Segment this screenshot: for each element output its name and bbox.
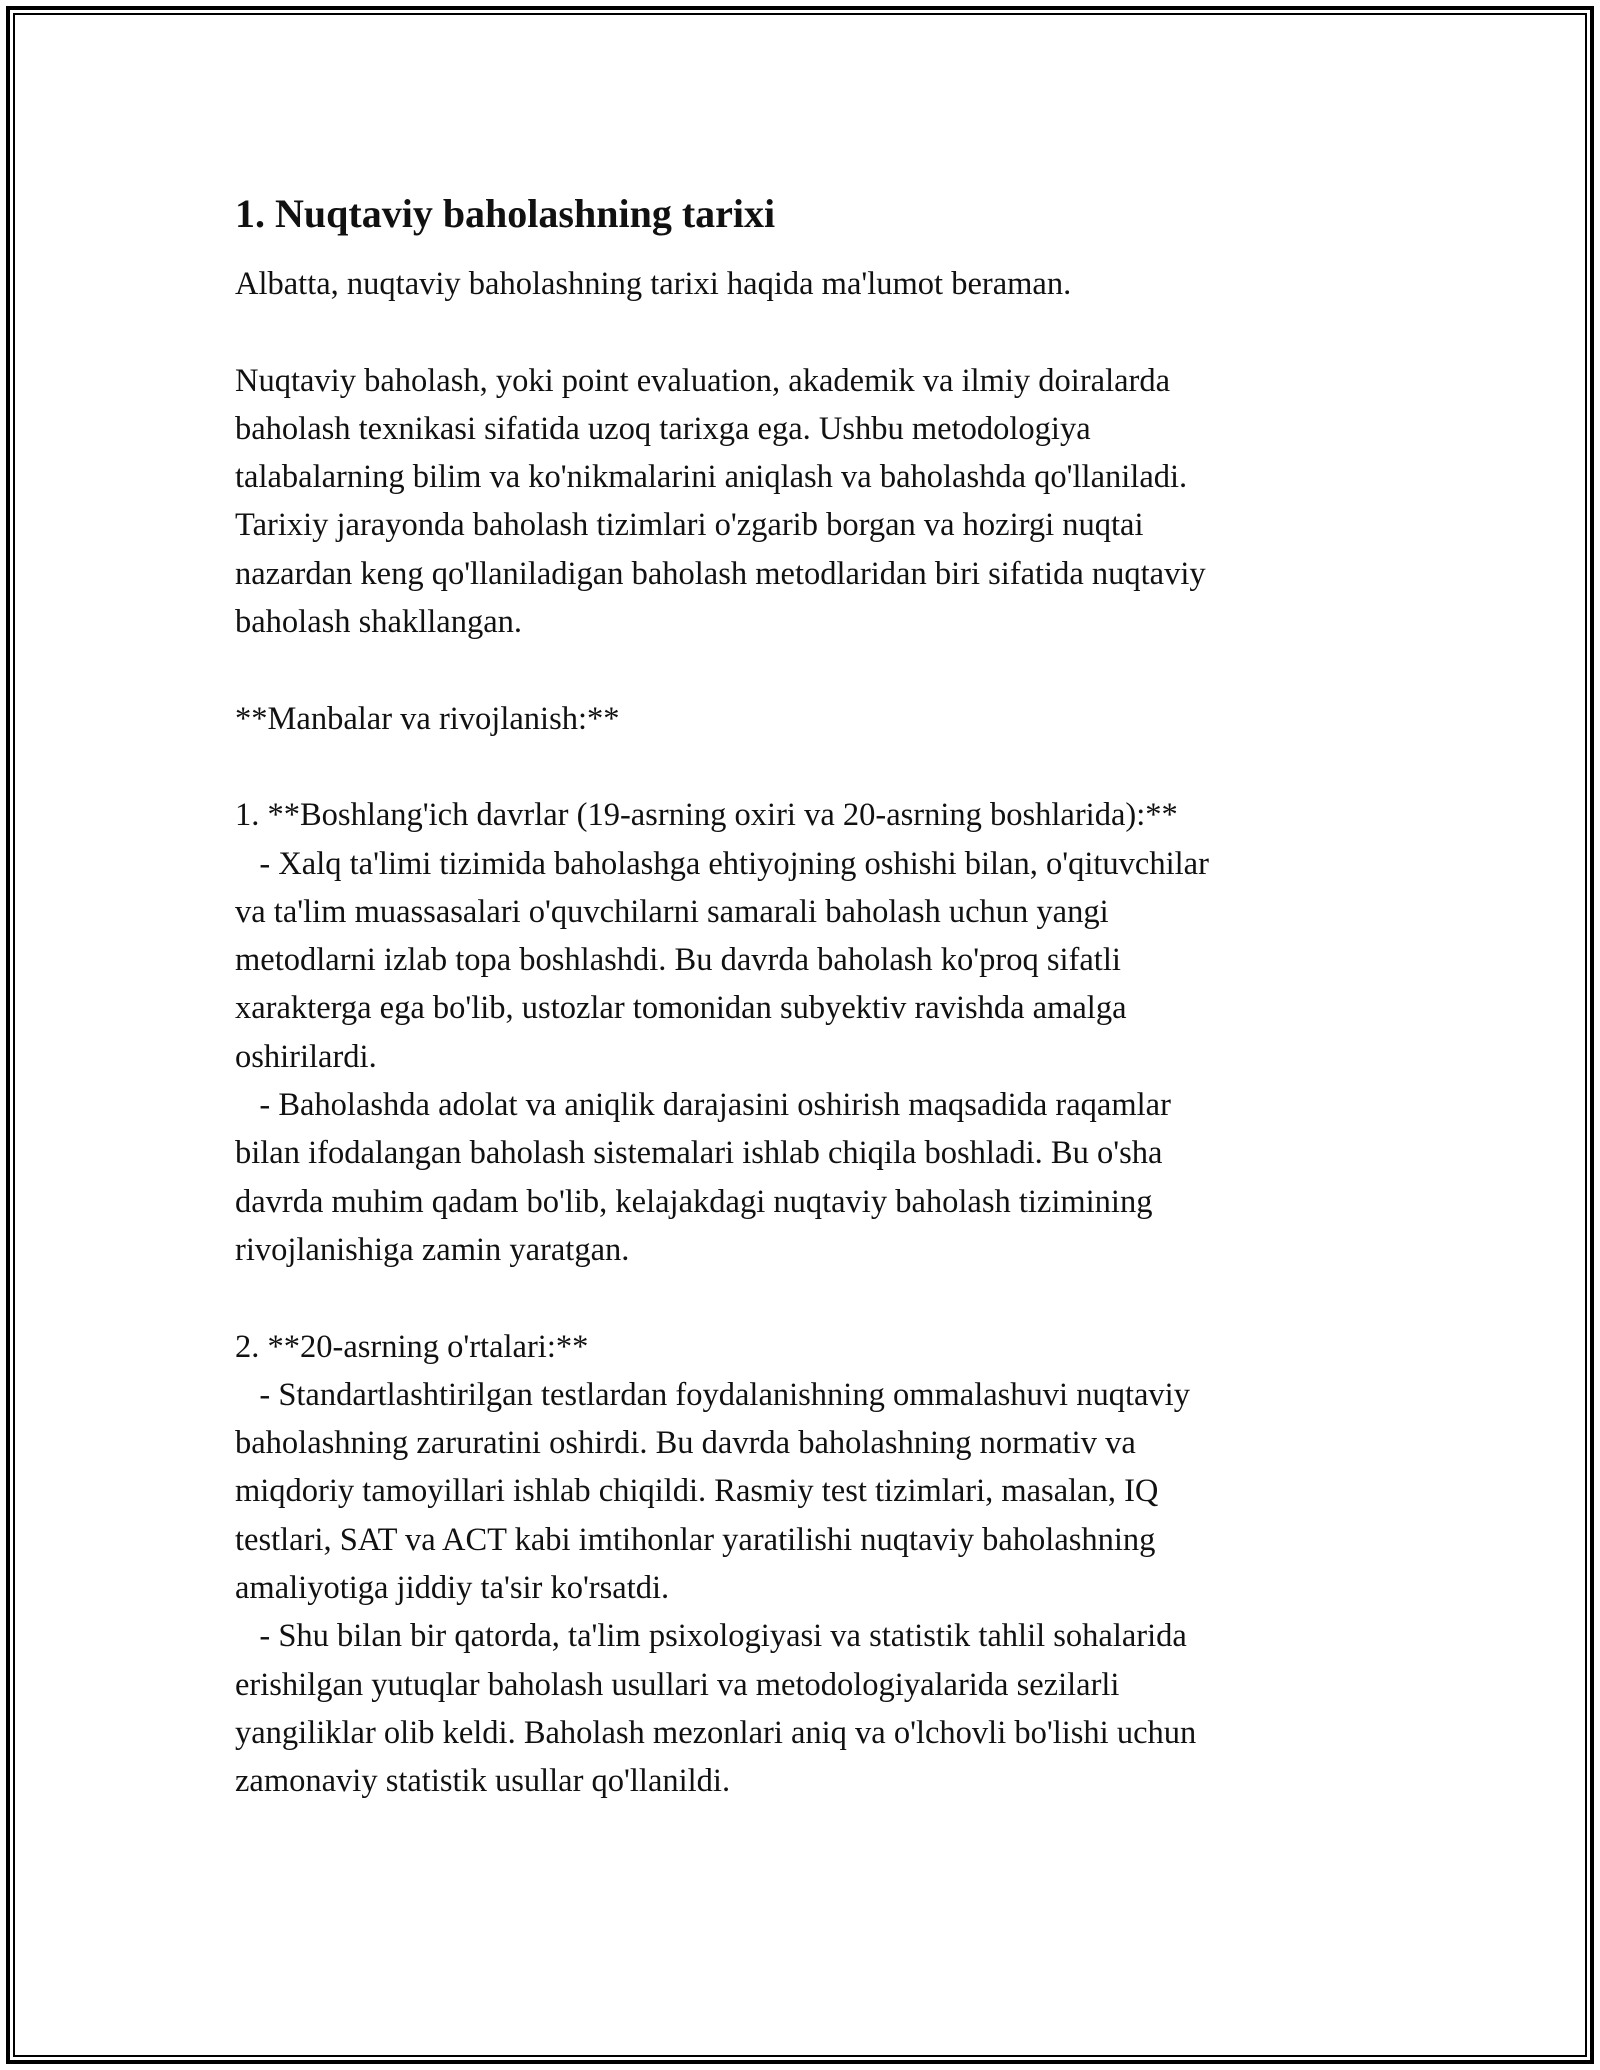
document-title: 1. Nuqtaviy baholashning tarixi bbox=[235, 191, 776, 236]
document-content bbox=[235, 186, 1375, 1806]
document-body: Albatta, nuqtaviy baholashning tarixi haqida ma'lumot beraman. Nuqtaviy baholash, yoki point evaluation, akademik va ilmiy doiralarda baholash texnikasi sifatida uzoq tarixga ega. Ushbu metodologiya talabalarning bilim va ko'nikmalarini aniqlash va baholashda qo'llaniladi. Tarixiy jarayonda baholash tizimlari o'zgarib borgan va hozirgi nuqtai nazardan keng qo'llaniladigan baholash metodlaridan biri sifatida nuqtaviy baholash shakllangan. **Manbalar va rivojlanish:** 1. **Boshlang'ich davrlar (19-asrning oxiri va 20-asrning boshlarida):** - Xalq ta'limi tizimida baholashga ehtiyojning oshishi bilan, o'qituvchilar va ta'lim muassasalari o'quvchilarni samarali baholash uchun yangi metodlarni izlab topa boshlashdi. Bu davrda baholash ko'proq sifatli xarakterga ega bo'lib, ustozlar tomonidan subyektiv ravishda amalga oshirilardi. - Baholashda adolat va aniqlik darajasini oshirish maqsadida raqamlar bilan ifodalangan baholash sistemalari ishlab chiqila boshladi. Bu o'sha davrda muhim qadam bo'lib, kelajakdagi nuqtaviy baholash tizimining rivojlanishiga zamin yaratgan. 2. **20-asrning o'rtalari:** - Standartlashtirilgan testlardan foydalanishning ommalashuvi nuqtaviy baholashning zaruratini oshirdi. Bu davrda baholashning normativ va miqdoriy tamoyillari ishlab chiqildi. Rasmiy test tizimlari, masalan, IQ testlari, SAT va ACT kabi imtihonlar yaratilishi nuqtaviy baholashning amaliyotiga jiddiy ta'sir ko'rsatdi. - Shu bilan bir qatorda, ta'lim psixologiyasi va statistik tahlil sohalarida erishilgan yutuqlar baholash usullari va metodologiyalarida sezilarli yangiliklar olib keldi. Baholash mezonlari aniq va o'lchovli bo'lishi uchun zamonaviy statistik usullar qo'llanildi. bbox=[235, 266, 1209, 1800]
